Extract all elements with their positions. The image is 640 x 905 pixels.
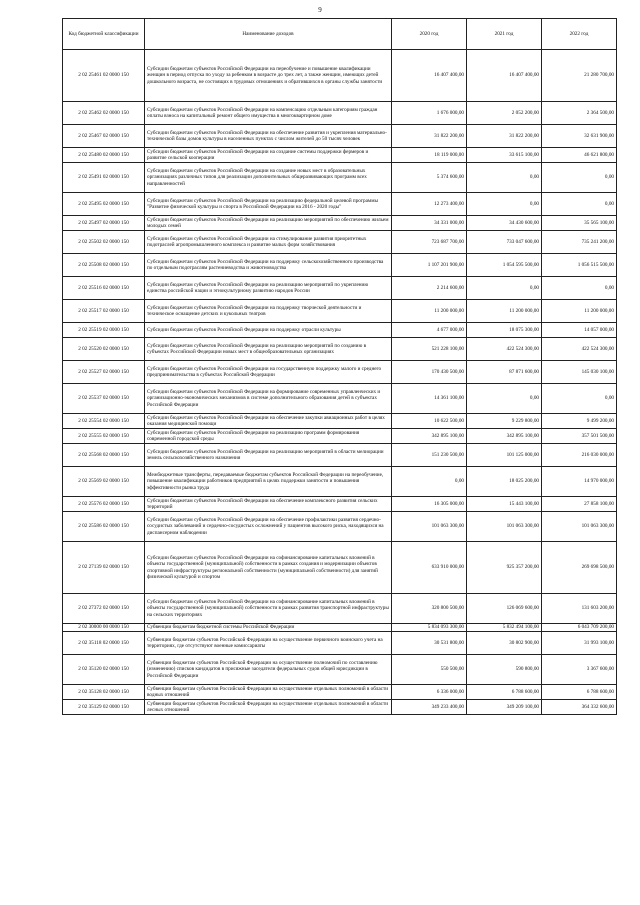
row-value-2021: 15 443 100,00 bbox=[467, 497, 542, 512]
row-value-2021: 34 430 600,00 bbox=[467, 216, 542, 231]
row-value-2021: 1 054 595 500,00 bbox=[467, 254, 542, 277]
table-row bbox=[63, 655, 617, 685]
row-code: 2 02 35128 02 0000 150 bbox=[63, 685, 145, 700]
row-code: 2 02 25491 02 0000 150 bbox=[63, 163, 145, 193]
row-code: 2 02 25576 02 0000 150 bbox=[63, 497, 145, 512]
header-2021: 2021 год bbox=[467, 19, 542, 50]
row-code: 2 02 25516 02 0000 150 bbox=[63, 277, 145, 300]
row-value-2020: 151 230 500,00 bbox=[392, 444, 467, 467]
row-name: Субсидии бюджетам субъектов Российской Федерации на реализацию федеральной целевой программы "Развитие физической культуры и спорта в Российской Федерации на 2016 - 2020 годы" bbox=[145, 193, 392, 216]
row-code: 2 02 25555 02 0000 150 bbox=[63, 429, 145, 444]
row-value-2021: 342 895 100,00 bbox=[467, 429, 542, 444]
header-2020: 2020 год bbox=[392, 19, 467, 50]
row-value-2021: 30 802 900,00 bbox=[467, 632, 542, 655]
row-name: Субсидии бюджетам субъектов Российской Федерации на реализацию мероприятий по обеспечению жильем молодых семей bbox=[145, 216, 392, 231]
row-value-2021: 0,00 bbox=[467, 277, 542, 300]
row-value-2022: 32 631 900,00 bbox=[542, 125, 617, 148]
row-value-2020: 5 834 093 300,00 bbox=[392, 624, 467, 632]
row-value-2022: 9 499 200,00 bbox=[542, 414, 617, 429]
row-value-2021: 11 200 000,00 bbox=[467, 300, 542, 323]
table-row bbox=[63, 254, 617, 277]
row-value-2022: 46 621 800,00 bbox=[542, 148, 617, 163]
row-name: Субсидии бюджетам субъектов Российской Федерации на создание новых мест в образовательных организациях различных типов для реализации дополнительных общеразвивающих программ всех направленностей bbox=[145, 163, 392, 193]
row-value-2022: 131 603 200,00 bbox=[542, 594, 617, 624]
row-value-2021: 9 229 800,00 bbox=[467, 414, 542, 429]
table-row bbox=[63, 497, 617, 512]
row-code: 2 02 35118 02 0000 150 bbox=[63, 632, 145, 655]
row-name: Субсидии бюджетам субъектов Российской Федерации на софинансирование капитальных вложений в объекты государственной (муниципальной) собственности в рамках развития транспортной инфраструктуры на сельских территориях bbox=[145, 594, 392, 624]
row-code: 2 02 35129 02 0000 150 bbox=[63, 700, 145, 715]
row-code: 2 02 25554 02 0000 150 bbox=[63, 414, 145, 429]
row-value-2021: 5 832 494 100,00 bbox=[467, 624, 542, 632]
table-row bbox=[63, 512, 617, 542]
row-name: Субвенции бюджетам субъектов Российской Федерации на осуществление полномочий по составлению (изменению) списков кандидатов в присяжные заседатели федеральных судов общей юрисдикции в Российской Федерации bbox=[145, 655, 392, 685]
row-value-2021: 6 788 600,00 bbox=[467, 685, 542, 700]
row-name: Субсидии бюджетам субъектов Российской Федерации на обеспечение комплексного развития сельских территорий bbox=[145, 497, 392, 512]
row-name: Субвенции бюджетам субъектов Российской Федерации на осуществление отдельных полномочий в области лесных отношений bbox=[145, 700, 392, 715]
row-code: 2 02 25495 02 0000 150 bbox=[63, 193, 145, 216]
row-value-2020: 18 119 000,00 bbox=[392, 148, 467, 163]
table-row bbox=[63, 594, 617, 624]
row-code: 2 02 25461 02 0000 150 bbox=[63, 50, 145, 102]
row-value-2020: 10 622 500,00 bbox=[392, 414, 467, 429]
table-row bbox=[63, 361, 617, 384]
row-value-2020: 16 305 000,00 bbox=[392, 497, 467, 512]
row-value-2021: 16 407 400,00 bbox=[467, 50, 542, 102]
table-row bbox=[63, 624, 617, 632]
row-value-2022: 735 241 200,00 bbox=[542, 231, 617, 254]
header-2022: 2022 год bbox=[542, 19, 617, 50]
row-value-2021: 0,00 bbox=[467, 384, 542, 414]
table-row bbox=[63, 231, 617, 254]
table-row bbox=[63, 163, 617, 193]
row-name: Субсидии бюджетам субъектов Российской Федерации на компенсацию отдельным категориям граждан оплаты взноса на капитальный ремонт общего имущества в многоквартирном доме bbox=[145, 102, 392, 125]
row-value-2022: 145 030 100,00 bbox=[542, 361, 617, 384]
row-value-2020: 521 228 100,00 bbox=[392, 338, 467, 361]
page-number: 9 bbox=[318, 6, 322, 14]
row-name: Субсидии бюджетам субъектов Российской Федерации на переобучение и повышение квалификации женщин в период отпуска по уходу за ребенком в возрасте до трех лет, а также женщин, имеющих детей дошкольного возраста, не состоящих в трудовых отношениях и обратившихся в органы службы занятости bbox=[145, 50, 392, 102]
row-value-2021: 18 075 300,00 bbox=[467, 323, 542, 338]
row-value-2020: 0,00 bbox=[392, 467, 467, 497]
row-name: Субсидии бюджетам субъектов Российской Федерации на реализацию мероприятий по укреплению единства российской нации и этнокультурному развитию народов России bbox=[145, 277, 392, 300]
row-code: 2 02 27372 02 0000 150 bbox=[63, 594, 145, 624]
row-value-2020: 550 500,00 bbox=[392, 655, 467, 685]
row-value-2022: 27 858 100,00 bbox=[542, 497, 617, 512]
row-value-2021: 87 871 600,00 bbox=[467, 361, 542, 384]
table-row bbox=[63, 685, 617, 700]
row-name: Межбюджетные трансферты, передаваемые бюджетам субъектов Российской Федерации на переобучение, повышение квалификации работников предприятий в целях поддержки занятости и повышения эффективности рынка труда bbox=[145, 467, 392, 497]
row-value-2020: 5 374 600,00 bbox=[392, 163, 467, 193]
row-code: 2 02 35120 02 0000 150 bbox=[63, 655, 145, 685]
row-value-2020: 101 063 300,00 bbox=[392, 512, 467, 542]
row-code: 2 02 25508 02 0000 150 bbox=[63, 254, 145, 277]
row-value-2021: 0,00 bbox=[467, 193, 542, 216]
row-value-2021: 349 209 100,00 bbox=[467, 700, 542, 715]
row-value-2021: 101 063 300,00 bbox=[467, 512, 542, 542]
row-value-2022: 101 063 300,00 bbox=[542, 512, 617, 542]
table-row bbox=[63, 444, 617, 467]
header-name: Наименование доходов bbox=[145, 19, 392, 50]
row-code: 2 02 25527 02 0000 150 bbox=[63, 361, 145, 384]
row-code: 2 02 25462 02 0000 150 bbox=[63, 102, 145, 125]
row-value-2022: 422 524 300,00 bbox=[542, 338, 617, 361]
table-row bbox=[63, 542, 617, 594]
row-value-2022: 2 364 500,00 bbox=[542, 102, 617, 125]
row-value-2020: 342 895 100,00 bbox=[392, 429, 467, 444]
row-name: Субсидии бюджетам субъектов Российской Федерации на обеспечение закупки авиационных работ в целях оказания медицинской помощи bbox=[145, 414, 392, 429]
row-value-2022: 357 501 500,00 bbox=[542, 429, 617, 444]
row-name: Субсидии бюджетам субъектов Российской Федерации на обеспечение профилактики развития сердечно-сосудистых заболеваний и сердечно-сосудистых осложнений у пациентов высокого риска, находящихся на диспансерном наблюдении bbox=[145, 512, 392, 542]
row-value-2022: 6 788 600,00 bbox=[542, 685, 617, 700]
row-value-2021: 925 357 200,00 bbox=[467, 542, 542, 594]
row-name: Субсидии бюджетам субъектов Российской Федерации на поддержку творческой деятельности и техническое оснащение детских и кукольных театров bbox=[145, 300, 392, 323]
row-value-2022: 0,00 bbox=[542, 277, 617, 300]
row-value-2020: 34 331 000,00 bbox=[392, 216, 467, 231]
row-value-2021: 18 025 200,00 bbox=[467, 467, 542, 497]
row-value-2021: 0,00 bbox=[467, 163, 542, 193]
row-code: 2 02 25467 02 0000 150 bbox=[63, 125, 145, 148]
row-code: 2 02 25568 02 0000 150 bbox=[63, 444, 145, 467]
table-row bbox=[63, 300, 617, 323]
row-value-2020: 1 107 201 900,00 bbox=[392, 254, 467, 277]
row-value-2021: 733 047 600,00 bbox=[467, 231, 542, 254]
table-row bbox=[63, 50, 617, 102]
row-value-2020: 2 214 600,00 bbox=[392, 277, 467, 300]
row-value-2020: 170 430 500,00 bbox=[392, 361, 467, 384]
table-header-row bbox=[63, 19, 617, 50]
row-value-2020: 11 200 000,00 bbox=[392, 300, 467, 323]
row-name: Субсидии бюджетам субъектов Российской Федерации на создание системы поддержки фермеров и развитие сельской кооперации bbox=[145, 148, 392, 163]
row-value-2022: 11 200 000,00 bbox=[542, 300, 617, 323]
row-value-2021: 422 524 300,00 bbox=[467, 338, 542, 361]
row-code: 2 02 25520 02 0000 150 bbox=[63, 338, 145, 361]
table-row bbox=[63, 467, 617, 497]
table-row bbox=[63, 102, 617, 125]
row-value-2020: 12 273 400,00 bbox=[392, 193, 467, 216]
table-row bbox=[63, 193, 617, 216]
row-value-2021: 590 800,00 bbox=[467, 655, 542, 685]
table-row bbox=[63, 414, 617, 429]
row-name: Субсидии бюджетам субъектов Российской Федерации на государственную поддержку малого и среднего предпринимательства в субъектах Российской Федерации bbox=[145, 361, 392, 384]
row-value-2022: 1 056 515 500,00 bbox=[542, 254, 617, 277]
row-value-2022: 269 698 500,00 bbox=[542, 542, 617, 594]
row-value-2022: 216 030 000,00 bbox=[542, 444, 617, 467]
row-code: 2 02 25517 02 0000 150 bbox=[63, 300, 145, 323]
row-value-2022: 14 970 000,00 bbox=[542, 467, 617, 497]
table-row bbox=[63, 384, 617, 414]
table-row bbox=[63, 632, 617, 655]
row-name: Субсидии бюджетам субъектов Российской Федерации на стимулирование развития приоритетных подотраслей агропромышленного комплекса и развитие малых форм хозяйствования bbox=[145, 231, 392, 254]
table-row bbox=[63, 277, 617, 300]
row-code: 2 02 25586 02 0000 150 bbox=[63, 512, 145, 542]
row-code: 2 02 25502 02 0000 150 bbox=[63, 231, 145, 254]
row-value-2020: 723 687 700,00 bbox=[392, 231, 467, 254]
row-name: Субсидии бюджетам субъектов Российской Федерации на поддержку отрасли культуры bbox=[145, 323, 392, 338]
row-value-2022: 31 993 100,00 bbox=[542, 632, 617, 655]
row-code: 2 02 25519 02 0000 150 bbox=[63, 323, 145, 338]
row-value-2022: 6 043 709 200,00 bbox=[542, 624, 617, 632]
row-value-2022: 0,00 bbox=[542, 193, 617, 216]
row-code: 2 02 25497 02 0000 150 bbox=[63, 216, 145, 231]
row-value-2020: 633 910 000,00 bbox=[392, 542, 467, 594]
row-code: 2 02 25569 02 0000 150 bbox=[63, 467, 145, 497]
row-value-2020: 320 800 500,00 bbox=[392, 594, 467, 624]
row-value-2021: 126 069 600,00 bbox=[467, 594, 542, 624]
row-value-2020: 6 336 000,00 bbox=[392, 685, 467, 700]
table-row bbox=[63, 429, 617, 444]
table-row bbox=[63, 216, 617, 231]
header-code: Код бюджетной классификации bbox=[63, 19, 145, 50]
row-code: 2 02 27139 02 0000 150 bbox=[63, 542, 145, 594]
table-row bbox=[63, 323, 617, 338]
row-value-2021: 2 052 200,00 bbox=[467, 102, 542, 125]
table-row bbox=[63, 338, 617, 361]
row-name: Субсидии бюджетам субъектов Российской Федерации на реализацию мероприятий в области мелиорации земель сельскохозяйственного назначения bbox=[145, 444, 392, 467]
row-value-2022: 21 280 700,00 bbox=[542, 50, 617, 102]
revenue-table bbox=[62, 18, 617, 715]
row-value-2022: 0,00 bbox=[542, 163, 617, 193]
row-code: 2 02 30000 00 0000 150 bbox=[63, 624, 145, 632]
row-value-2020: 1 676 000,00 bbox=[392, 102, 467, 125]
row-name: Субвенции бюджетам субъектов Российской Федерации на осуществление отдельных полномочий в области водных отношений bbox=[145, 685, 392, 700]
row-value-2020: 16 407 400,00 bbox=[392, 50, 467, 102]
row-name: Субсидии бюджетам субъектов Российской Федерации на поддержку сельскохозяйственного производства по отдельным подотраслям растениеводства и животноводства bbox=[145, 254, 392, 277]
row-value-2020: 31 822 200,00 bbox=[392, 125, 467, 148]
row-value-2020: 349 233 400,00 bbox=[392, 700, 467, 715]
row-value-2022: 364 332 600,00 bbox=[542, 700, 617, 715]
row-code: 2 02 25537 02 0000 150 bbox=[63, 384, 145, 414]
row-value-2021: 101 125 000,00 bbox=[467, 444, 542, 467]
row-value-2022: 3 367 600,00 bbox=[542, 655, 617, 685]
row-value-2020: 14 361 100,00 bbox=[392, 384, 467, 414]
table-row bbox=[63, 148, 617, 163]
row-value-2020: 30 531 800,00 bbox=[392, 632, 467, 655]
row-value-2021: 31 822 200,00 bbox=[467, 125, 542, 148]
row-name: Субвенции бюджетам бюджетной системы Российской Федерации bbox=[145, 624, 392, 632]
row-name: Субсидии бюджетам субъектов Российской Федерации на реализацию мероприятий по созданию в субъектах Российской Федерации новых мест в общеобразовательных организациях bbox=[145, 338, 392, 361]
table-row bbox=[63, 700, 617, 715]
row-value-2022: 35 565 100,00 bbox=[542, 216, 617, 231]
row-name: Субсидии бюджетам субъектов Российской Федерации на софинансирование капитальных вложений в объекты государственной (муниципальной) собственности в рамках создания и модернизации объектов спортивной инфраструктуры региональной собственности (муниципальной собственности) для занятий физической культурой и спортом bbox=[145, 542, 392, 594]
row-value-2022: 0,00 bbox=[542, 384, 617, 414]
row-value-2022: 14 057 000,00 bbox=[542, 323, 617, 338]
row-name: Субсидии бюджетам субъектов Российской Федерации на реализацию программ формирования современной городской среды bbox=[145, 429, 392, 444]
row-value-2021: 33 615 100,00 bbox=[467, 148, 542, 163]
table-row bbox=[63, 125, 617, 148]
row-name: Субсидии бюджетам субъектов Российской Федерации на обеспечение развития и укрепления материально-технической базы домов культуры в населенных пунктах с числом жителей до 50 тысяч человек bbox=[145, 125, 392, 148]
row-value-2020: 4 677 000,00 bbox=[392, 323, 467, 338]
row-code: 2 02 25480 02 0000 150 bbox=[63, 148, 145, 163]
row-name: Субвенции бюджетам субъектов Российской Федерации на осуществление первичного воинского учета на территориях, где отсутствуют военные комиссариаты bbox=[145, 632, 392, 655]
row-name: Субсидии бюджетам субъектов Российской Федерации на формирование современных управленческих и организационно-экономических механизмов в системе дополнительного образования детей в субъектах Российской Федерации bbox=[145, 384, 392, 414]
